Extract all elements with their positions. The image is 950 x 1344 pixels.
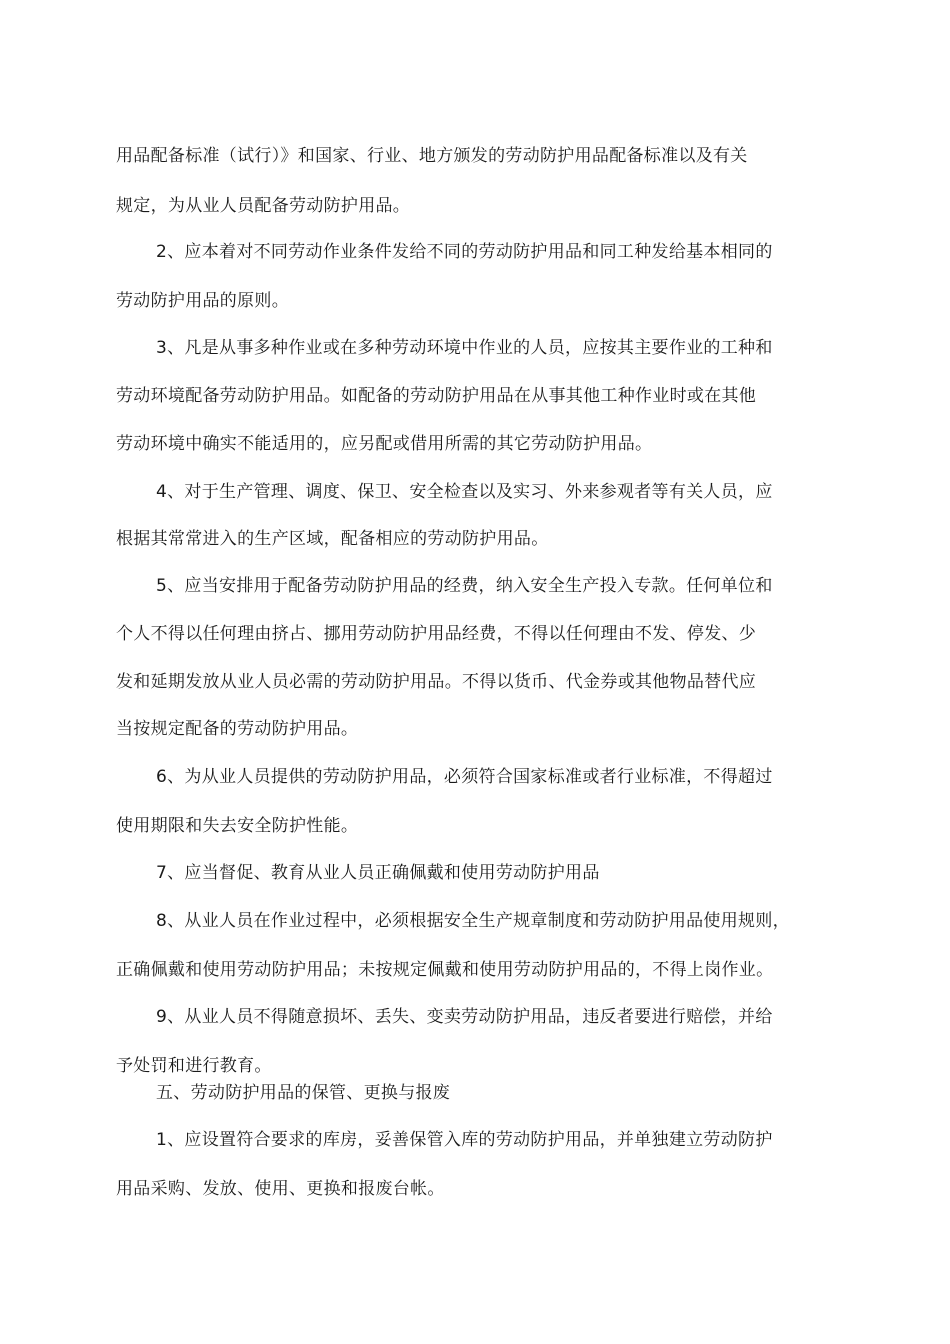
text-line-13: 当按规定配备的劳动防护用品。: [116, 719, 359, 739]
text-line-14: 6、为从业人员提供的劳动防护用品，必须符合国家标准或者行业标准，不得超过: [156, 767, 773, 787]
section-heading: 五、劳动防护用品的保管、更换与报废: [156, 1083, 451, 1103]
text-line-10: 5、应当安排用于配备劳动防护用品的经费，纳入安全生产投入专款。任何单位和: [156, 576, 773, 596]
text-line-5: 3、凡是从事多种作业或在多种劳动环境中作业的人员，应按其主要作业的工种和: [156, 338, 773, 358]
text-line-1: 用品配备标准（试行）》和国家、行业、地方颁发的劳动防护用品配备标准以及有关: [116, 146, 748, 166]
text-line-23: 用品采购、发放、使用、更换和报废台帐。: [116, 1179, 445, 1199]
text-line-9: 根据其常常进入的生产区域，配备相应的劳动防护用品。: [116, 529, 549, 549]
text-line-20: 予处罚和进行教育。: [116, 1056, 272, 1076]
text-line-15: 使用期限和失去安全防护性能。: [116, 816, 359, 836]
text-line-3: 2、应本着对不同劳动作业条件发给不同的劳动防护用品和同工种发给基本相同的: [156, 242, 773, 262]
text-line-16: 7、应当督促、教育从业人员正确佩戴和使用劳动防护用品: [156, 863, 600, 883]
text-line-22: 1、应设置符合要求的库房，妥善保管入库的劳动防护用品，并单独建立劳动防护: [156, 1130, 773, 1150]
text-line-8: 4、对于生产管理、调度、保卫、安全检查以及实习、外来参观者等有关人员，应: [156, 482, 773, 502]
text-line-6: 劳动环境配备劳动防护用品。如配备的劳动防护用品在从事其他工种作业时或在其他: [116, 386, 757, 406]
text-line-12: 发和延期发放从业人员必需的劳动防护用品。不得以货币、代金券或其他物品替代应: [116, 672, 757, 692]
text-line-7: 劳动环境中确实不能适用的，应另配或借用所需的其它劳动防护用品。: [116, 434, 653, 454]
text-line-19: 9、从业人员不得随意损坏、丢失、变卖劳动防护用品，违反者要进行赔偿，并给: [156, 1007, 773, 1027]
text-line-17: 8、从业人员在作业过程中，必须根据安全生产规章制度和劳动防护用品使用规则，: [156, 911, 790, 931]
text-line-11: 个人不得以任何理由挤占、挪用劳动防护用品经费，不得以任何理由不发、停发、少: [116, 624, 757, 644]
text-line-4: 劳动防护用品的原则。: [116, 291, 289, 311]
text-line-18: 正确佩戴和使用劳动防护用品；未按规定佩戴和使用劳动防护用品的，不得上岗作业。: [116, 960, 774, 980]
text-line-2: 规定，为从业人员配备劳动防护用品。: [116, 196, 411, 216]
